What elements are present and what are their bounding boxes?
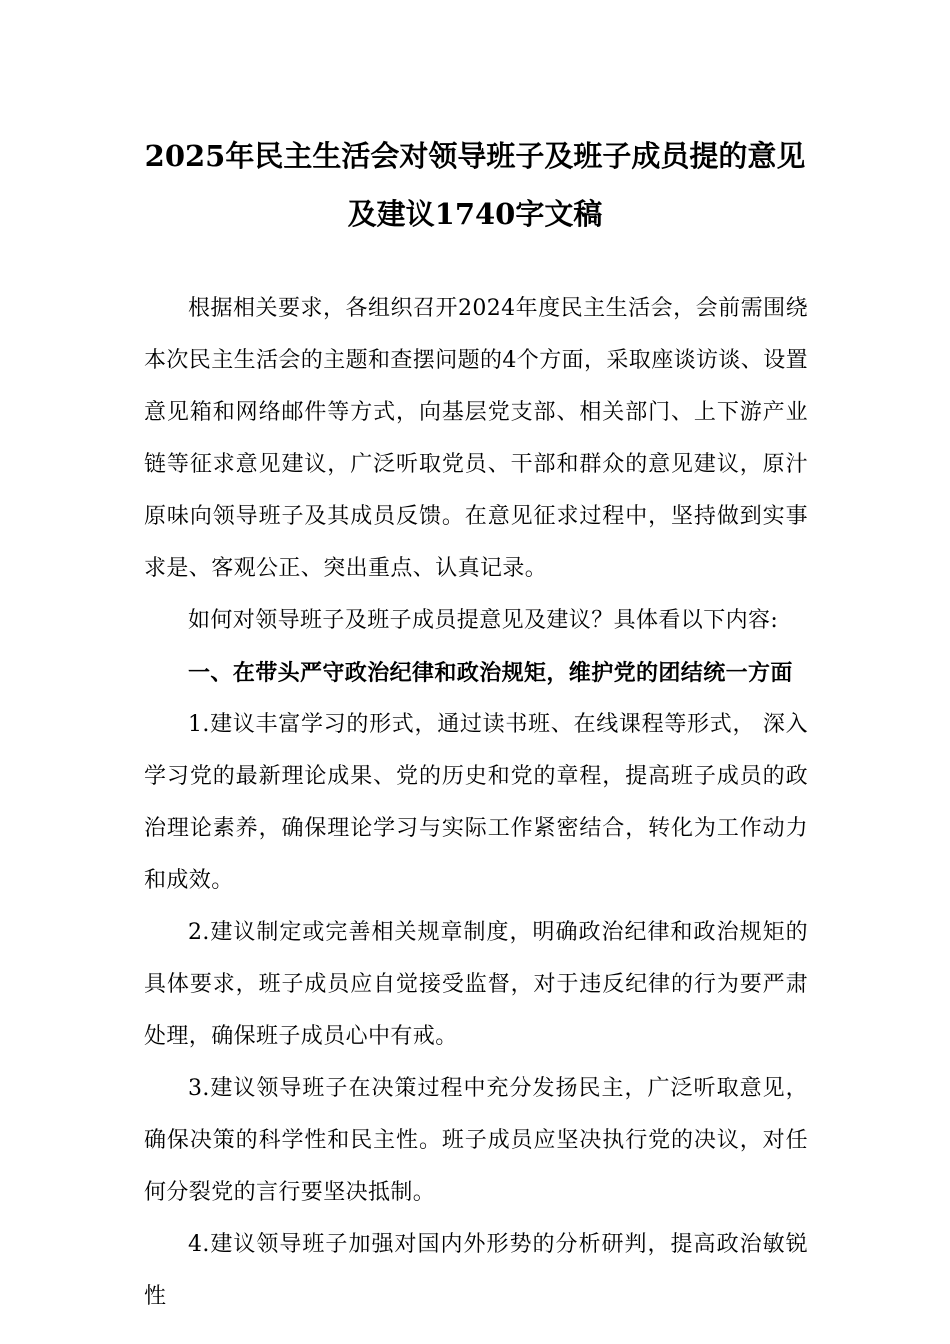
document-title xyxy=(140,127,810,243)
title-line-2: 及建议1740字文稿 xyxy=(347,197,603,231)
intro-paragraph: 根据相关要求，各组织召开2024年度民主生活会，会前需围绕本次民主生活会的主题和查摆问题的4个方面，采取座谈访谈、设置意见箱和网络邮件等方式，向基层党支部、相关部门、上下游产业链等征求意见建议，广泛听取党员、干部和群众的意见建议，原汁原味向领导班子及其成员反馈。在意见征求过程中，坚持做到实事求是、客观公正、突出重点、认真记录。 xyxy=(144,296,808,581)
suggestion-item-4: 4.建议领导班子加强对国内外形势的分析研判，提高政治敏锐性 xyxy=(144,1232,808,1309)
title-line-1: 2025年民主生活会对领导班子及班子成员提的意见 xyxy=(144,139,806,173)
intro-question: 如何对领导班子及班子成员提意见及建议？具体看以下内容: xyxy=(188,608,779,633)
suggestion-item-1: 1.建议丰富学习的形式，通过读书班、在线课程等形式， 深入学习党的最新理论成果、党的历史和党的章程，提高班子成员的政治理论素养，确保理论学习与实际工作紧密结合，转化为工作动力和成效。 xyxy=(144,712,808,893)
document-body xyxy=(144,283,808,1323)
suggestion-item-2: 2.建议制定或完善相关规章制度，明确政治纪律和政治规矩的具体要求，班子成员应自觉接受监督，对于违反纪律的行为要严肃处理，确保班子成员心中有戒。 xyxy=(144,920,808,1049)
suggestion-item-3: 3.建议领导班子在决策过程中充分发扬民主，广泛听取意见，确保决策的科学性和民主性。班子成员应坚决执行党的决议，对任何分裂党的言行要坚决抵制。 xyxy=(144,1076,808,1205)
section-heading: 一、在带头严守政治纪律和政治规矩，维护党的团结统一方面 xyxy=(188,660,793,686)
